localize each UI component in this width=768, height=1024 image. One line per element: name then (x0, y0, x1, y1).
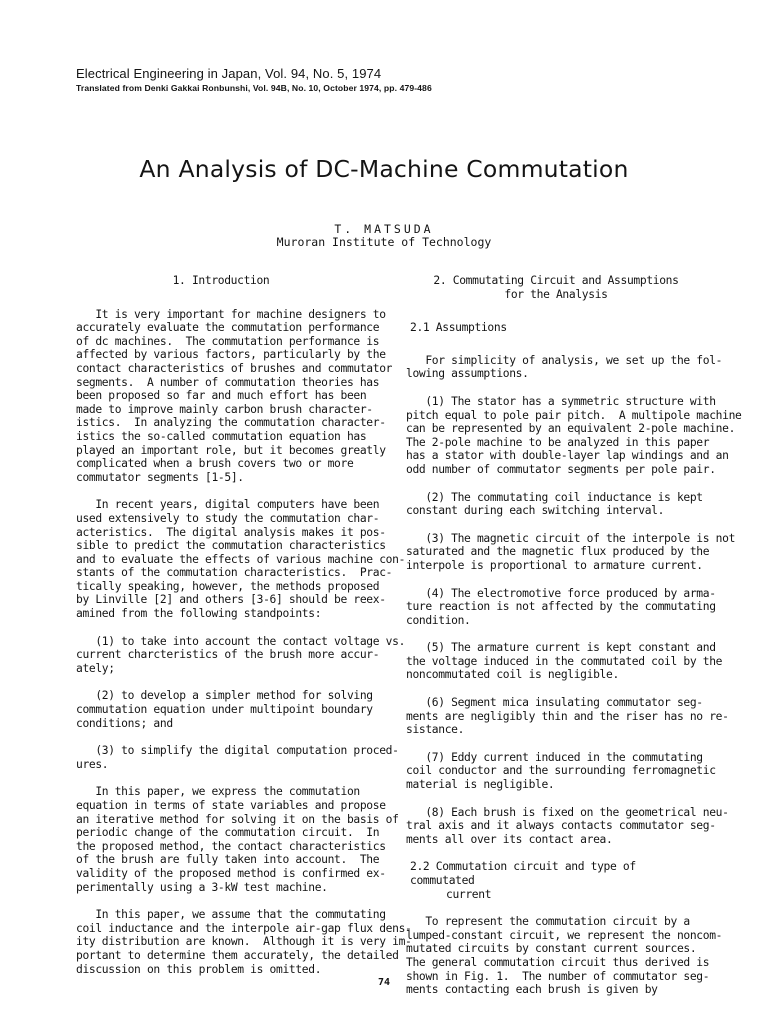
subsection-heading-line: 2.2 Commutation circuit and type of commutated (410, 860, 636, 887)
text-line: acteristics. The digital analysis makes it pos- (76, 525, 386, 539)
page-number: 74 (377, 977, 391, 988)
text-line: ures. (76, 757, 109, 771)
journal-citation: Electrical Engineering in Japan, Vol. 94, No. 5, 1974 (76, 66, 382, 81)
text-line: shown in Fig. 1. The number of commutator seg- (406, 969, 710, 983)
text-line: periodic change of the commutation circuit. In (76, 826, 380, 840)
text-line: In recent years, digital computers have been (76, 498, 380, 512)
text-line: The 2-pole machine to be analyzed in this paper (406, 435, 710, 449)
text-line: constant during each switching interval. (406, 504, 665, 518)
paragraph (406, 531, 736, 573)
text-line: lumped-constant circuit, we represent the noncom- (406, 928, 723, 942)
text-line: sistance. (406, 723, 465, 737)
text-line: used extensively to study the commutation char- (76, 511, 380, 525)
section-heading-line: for the Analysis (504, 287, 608, 301)
paragraph (406, 805, 729, 847)
text-line: (5) The armature current is kept constant and (406, 641, 716, 655)
text-line: commutation equation under multipoint boundary (76, 703, 373, 717)
text-line: noncommutated coil is negligible. (406, 668, 619, 682)
subsection-heading-assumptions: 2.1 Assumptions (410, 321, 507, 335)
text-line: played an important role, but it becomes greatly (76, 443, 386, 457)
text-line: discussion on this problem is omitted. (76, 962, 322, 976)
paragraph (76, 785, 399, 894)
text-line: commutator segments [1-5]. (76, 470, 244, 484)
text-line: odd number of commutator segments per pole pair. (406, 462, 716, 476)
text-line: has a stator with double-layer lap windings and an (406, 449, 729, 463)
text-line: The general commutation circuit thus derived is (406, 955, 710, 969)
text-line: affected by various factors, particularly by the (76, 348, 386, 362)
text-line: istics the so-called commutation equation has (76, 429, 367, 443)
text-line: (1) to take into account the contact voltage vs. (76, 634, 406, 648)
text-line: validity of the proposed method is confirmed ex- (76, 866, 386, 880)
text-line: the proposed method, the contact characteristics (76, 839, 386, 853)
text-line: tically speaking, however, the methods proposed (76, 579, 380, 593)
text-line: istics. In analyzing the commutation character- (76, 416, 386, 430)
text-line: mutated circuits by constant current sources. (406, 942, 697, 956)
paragraph (76, 689, 373, 730)
author-name: T. MATSUDA (334, 222, 434, 236)
text-line: portant to determine them accurately, the detailed (76, 948, 399, 962)
text-line: ments are negligibly thin and the riser has no re- (406, 709, 729, 723)
text-line: can be represented by an equivalent 2-pole machine. (406, 422, 736, 436)
introduction-body (76, 307, 412, 977)
text-line: the voltage induced in the commutated coil by the (406, 654, 723, 668)
text-line: ately; (76, 661, 115, 675)
paragraph (406, 750, 716, 792)
text-line: In this paper, we assume that the commutating (76, 908, 386, 922)
text-line: pitch equal to pole pair pitch. A multipole machine (406, 408, 742, 422)
text-line: been proposed so far and much effort has been (76, 389, 367, 403)
section-heading-commutating-circuit (406, 274, 706, 301)
subsection-heading-line: current (446, 887, 492, 901)
text-line: ture reaction is not affected by the commutating (406, 600, 716, 614)
paragraph (406, 394, 742, 477)
text-line: saturated and the magnetic flux produced by the (406, 545, 710, 559)
text-line: (2) to develop a simpler method for solving (76, 689, 373, 703)
text-line: (3) The magnetic circuit of the interpole is not (406, 531, 736, 545)
text-line: condition. (406, 613, 471, 627)
text-line: (8) Each brush is fixed on the geometrical neu- (406, 805, 729, 819)
text-line: stants of the commutation characteristics. Prac- (76, 566, 393, 580)
text-line: ments all over its contact area. (406, 832, 613, 846)
text-line: For simplicity of analysis, we set up the fol- (406, 353, 723, 367)
text-line: perimentally using a 3-kW test machine. (76, 880, 328, 894)
section-heading-introduction: 1. Introduction (172, 274, 270, 287)
text-line: coil inductance and the interpole air-gap flux dens- (76, 921, 412, 935)
text-line: lowing assumptions. (406, 367, 529, 381)
paragraph (76, 634, 406, 676)
text-line: coil conductor and the surrounding ferromagnetic (406, 764, 716, 778)
section-heading-line: 2. Commutating Circuit and Assumptions (433, 274, 679, 287)
text-line: complicated when a brush covers two or more (76, 457, 354, 471)
text-line: material is negligible. (406, 778, 555, 792)
author-affiliation: Muroran Institute of Technology (276, 235, 492, 249)
text-line: amined from the following standpoints: (76, 607, 322, 621)
text-line: (4) The electromotive force produced by arma- (406, 586, 716, 600)
text-line: current charcteristics of the brush more accur- (76, 648, 380, 662)
translation-source: Translated from Denki Gakkai Ronbunshi, Vol. 94B, No. 10, October 1974, pp. 479-486 (76, 83, 432, 93)
text-line: of the brush are fully taken into account. The (76, 853, 380, 867)
text-line: interpole is proportional to armature current. (406, 558, 703, 572)
text-line: tral axis and it always contacts commutator seg- (406, 819, 716, 833)
paragraph (76, 307, 393, 485)
text-line: made to improve mainly carbon brush character- (76, 402, 373, 416)
paragraph (406, 696, 729, 737)
text-line: equation in terms of state variables and propose (76, 799, 386, 812)
paragraph (76, 498, 406, 621)
paragraph (406, 641, 723, 682)
text-line: (7) Eddy current induced in the commutating (406, 750, 703, 764)
text-line: ity distribution are known. Although it is very im- (76, 935, 412, 949)
paper-title: An Analysis of DC-Machine Commutation (139, 155, 629, 183)
text-line: ments contacting each brush is given by (406, 983, 658, 997)
paragraph (406, 491, 706, 518)
text-line: conditions; and (76, 716, 173, 730)
text-line: an iterative method for solving it on the basis of (76, 812, 399, 826)
text-line: It is very important for machine designers to (76, 307, 386, 321)
text-line: accurately evaluate the commutation performance (76, 321, 380, 335)
text-line: contact characteristics of brushes and commutator (76, 361, 393, 375)
text-line: To represent the commutation circuit by a (406, 915, 690, 929)
text-line: segments. A number of commutation theories has (76, 375, 380, 389)
paragraph (76, 908, 412, 976)
text-line: (1) The stator has a symmetric structure with (406, 394, 716, 408)
paragraph (406, 353, 723, 381)
right-column (406, 274, 742, 1011)
text-line: sible to predict the commutation characteristics (76, 539, 386, 553)
text-line: (6) Segment mica insulating commutator seg- (406, 696, 703, 710)
paragraph (406, 586, 716, 628)
text-line: (3) to simplify the digital computation proced- (76, 744, 399, 758)
text-line: In this paper, we express the commutation (76, 785, 360, 799)
paragraph (76, 744, 399, 771)
assumptions-body (406, 353, 742, 847)
text-line: (2) The commutating coil inductance is kept (406, 490, 703, 504)
text-line: by Linville [2] and others [3-6] should be reex- (76, 593, 386, 607)
text-line: and to evaluate the effects of various machine con- (76, 552, 406, 566)
subsection-heading-commutation-circuit (410, 860, 706, 901)
text-line: of dc machines. The commutation performance is (76, 334, 380, 348)
